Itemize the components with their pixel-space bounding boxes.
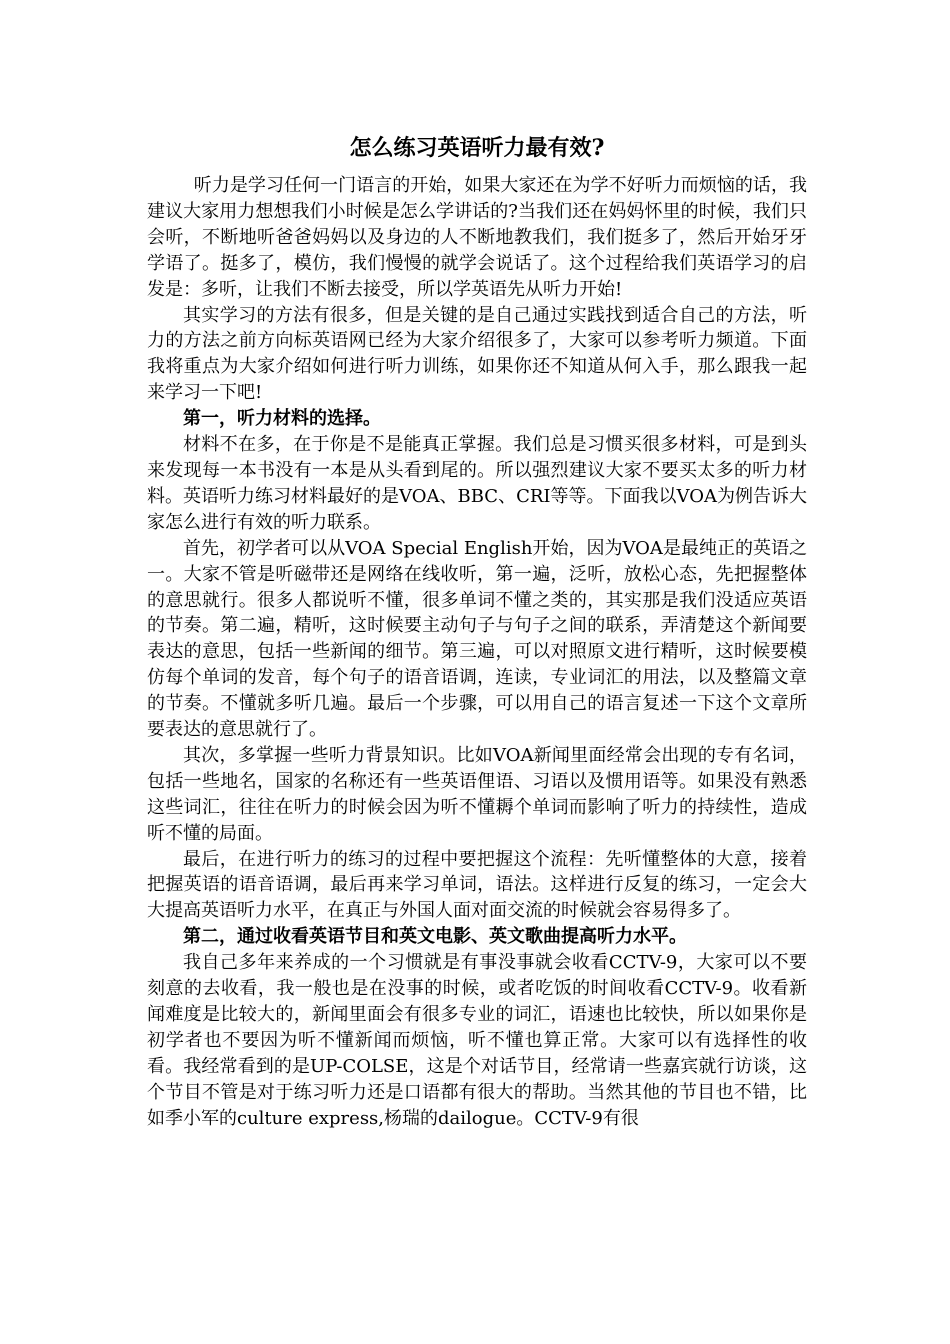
section-heading-material: 第一，听力材料的选择。 (183, 408, 381, 430)
section-heading-programs: 第二，通过收看英语节目和英文电影、英文歌曲提高听力水平。 (183, 926, 687, 948)
paragraph-intro: 听力是学习任何一门语言的开始，如果大家还在为学不好听力而烦恼的话，我建议大家用力想想我们小时候是怎么学讲话的?当我们还在妈妈怀里的时候，我们只会听，不断地听爸爸妈妈以及身边的人不断地教我们，我们挺多了，然后开始牙牙学语了。挺多了，模仿，我们慢慢的就学会说话了。这个过程给我们英语学习的启发是：多听，让我们不断去接受，所以学英语先从听力开始! (147, 175, 807, 300)
paragraph-material: 材料不在多，在于你是不是能真正掌握。我们总是习惯买很多材料，可是到头来发现每一本书没有一本是从头看到尾的。所以强烈建议大家不要买太多的听力材料。英语听力练习材料最好的是VOA、BBC、CRI等等。下面我以VOA为例告诉大家怎么进行有效的听力联系。 (147, 434, 807, 533)
paragraph-last-step: 最后，在进行听力的练习的过程中要把握这个流程：先听懂整体的大意，接着把握英语的语音语调，最后再来学习单词，语法。这样进行反复的练习，一定会大大提高英语听力水平，在真正与外国人面对面交流的时候就会容易得多了。 (147, 848, 807, 922)
document-page (147, 133, 807, 1132)
paragraph-methods: 其实学习的方法有很多，但是关键的是自己通过实践找到适合自己的方法，听力的方法之前方向标英语网已经为大家介绍很多了，大家可以参考听力频道。下面我将重点为大家介绍如何进行听力训练，如果你还不知道从何入手，那么跟我一起来学习一下吧! (147, 304, 807, 404)
paragraph-cctv: 我自己多年来养成的一个习惯就是有事没事就会收看CCTV-9，大家可以不要刻意的去收看，我一般也是在没事的时候，或者吃饭的时间收看CCTV-9。收看新闻难度是比较大的，新闻里面会有很多专业的词汇，语速也比较快，所以如果你是初学者也不要因为听不懂新闻而烦恼，听不懂也算正常。大家可以有选择性的收看。我经常看到的是UP-COLSE，这是个对话节目，经常请一些嘉宾就行访谈，这个节目不管是对于练习听力还是口语都有很大的帮助。当然其他的节目也不错，比如季小军的culture express,杨瑞的dailogue。CCTV-9有很 (147, 952, 807, 1129)
paragraph-second-step: 其次，多掌握一些听力背景知识。比如VOA新闻里面经常会出现的专有名词，包括一些地名，国家的名称还有一些英语俚语、习语以及惯用语等。如果没有熟悉这些词汇，往往在听力的时候会因为听不懂耨个单词而影响了听力的持续性，造成听不懂的局面。 (147, 744, 807, 844)
page-title: 怎么练习英语听力最有效? (349, 135, 605, 161)
paragraph-first-step: 首先，初学者可以从VOA Special English开始，因为VOA是最纯正的英语之一。大家不管是听磁带还是网络在线收听，第一遍，泛听，放松心态，先把握整体的意思就行。很多人都说听不懂，很多单词不懂之类的，其实那是我们没适应英语的节奏。第二遍，精听，这时候要主动句子与句子之间的联系，弄清楚这个新闻要表达的意思，包括一些新闻的细节。第三遍，可以对照原文进行精听，这时候要模仿每个单词的发音，每个句子的语音语调，连读，专业词汇的用法，以及整篇文章的节奏。不懂就多听几遍。最后一个步骤，可以用自己的语言复述一下这个文章所要表达的意思就行了。 (147, 537, 807, 741)
